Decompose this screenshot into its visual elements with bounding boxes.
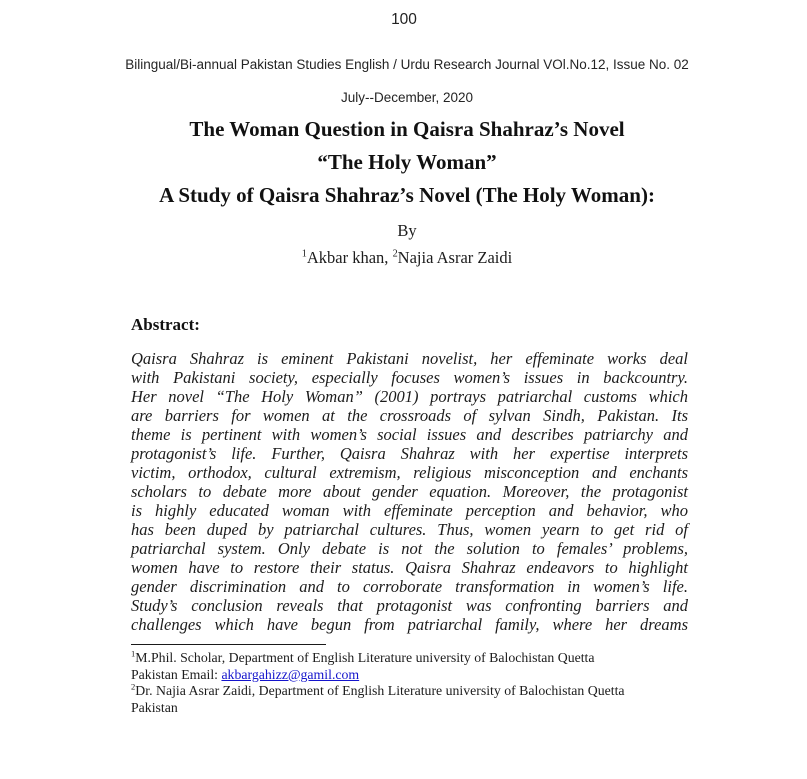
abstract-line: gender discrimination and to corroborate transformation in women’s life.	[131, 577, 688, 596]
footnote-1-line-1	[131, 650, 697, 667]
footnote-2-marker: 2	[131, 681, 136, 692]
abstract-line: are barriers for women at the crossroads of sylvan Sindh, Pakistan. Its	[131, 406, 688, 425]
footnote-2-text-continued: Pakistan	[131, 699, 178, 715]
footnote-1-text: M.Phil. Scholar, Department of English Literature university of Balochistan Quetta	[135, 650, 595, 665]
author-2-footnote-marker: 2	[392, 248, 398, 260]
abstract-line: protagonist’s life. Further, Qaisra Shahraz with her expertise interprets	[131, 444, 688, 463]
abstract-line: has been duped by patriarchal cultures. Thus, women yearn to get rid of	[131, 520, 688, 539]
footnote-2-line-1	[131, 683, 697, 700]
abstract-line: patriarchal system. Only debate is not the solution to females’ problems,	[131, 539, 688, 558]
article-title-block	[124, 117, 690, 216]
page-number: 100	[391, 11, 417, 28]
authors-line	[124, 248, 690, 268]
journal-header-line: Bilingual/Bi-annual Pakistan Studies English / Urdu Research Journal VOl.No.12, Issue No. 02	[125, 57, 689, 72]
footnote-separator-rule	[131, 644, 326, 645]
author-2-name: Najia Asrar Zaidi	[397, 248, 513, 267]
abstract-line: Study’s conclusion reveals that protagonist was confronting barriers and	[131, 596, 688, 615]
abstract-line: with Pakistani society, especially focuses women’s issues in backcountry.	[131, 368, 688, 387]
abstract-line: victim, orthodox, cultural extremism, religious misconception and enchants	[131, 463, 688, 482]
abstract-line: is highly educated woman with effeminate perception and behavior, who	[131, 501, 688, 520]
footnote-1-marker: 1	[131, 648, 136, 659]
issue-date-line: July--December, 2020	[340, 90, 474, 105]
footnote-1-line-2	[131, 667, 697, 684]
byline: By	[397, 221, 417, 240]
author-1-name: Akbar khan,	[306, 248, 393, 267]
abstract-line: Her novel “The Holy Woman” (2001) portrays patriarchal customs which	[131, 387, 688, 406]
article-title-line-2: “The Holy Woman”	[317, 150, 497, 174]
abstract-line: challenges which have begun from patriarchal family, where her dreams	[131, 615, 688, 634]
author-1-footnote-marker: 1	[301, 248, 307, 260]
footnote-2-line-2	[131, 700, 697, 717]
article-title-line-3: A Study of Qaisra Shahraz’s Novel (The Holy Woman):	[159, 183, 655, 207]
author-email-link[interactable]: akbargahizz@gamil.com	[221, 666, 360, 682]
article-title-line-1: The Woman Question in Qaisra Shahraz’s Novel	[189, 117, 625, 141]
abstract-line: theme is pertinent with women’s social issues and describes patriarchy and	[131, 425, 688, 444]
footnotes-block	[131, 650, 697, 716]
abstract-text	[131, 349, 688, 634]
abstract-heading: Abstract:	[131, 315, 200, 334]
abstract-line: scholars to debate more about gender equation. Moreover, the protagonist	[131, 482, 688, 501]
abstract-line: Qaisra Shahraz is eminent Pakistani novelist, her effeminate works deal	[131, 349, 688, 368]
abstract-line: women have to restore their status. Qaisra Shahraz endeavors to highlight	[131, 558, 688, 577]
footnote-1-email-label: Pakistan Email:	[131, 666, 222, 682]
footnote-2-text: Dr. Najia Asrar Zaidi, Department of English Literature university of Balochistan Quetta	[135, 683, 625, 698]
